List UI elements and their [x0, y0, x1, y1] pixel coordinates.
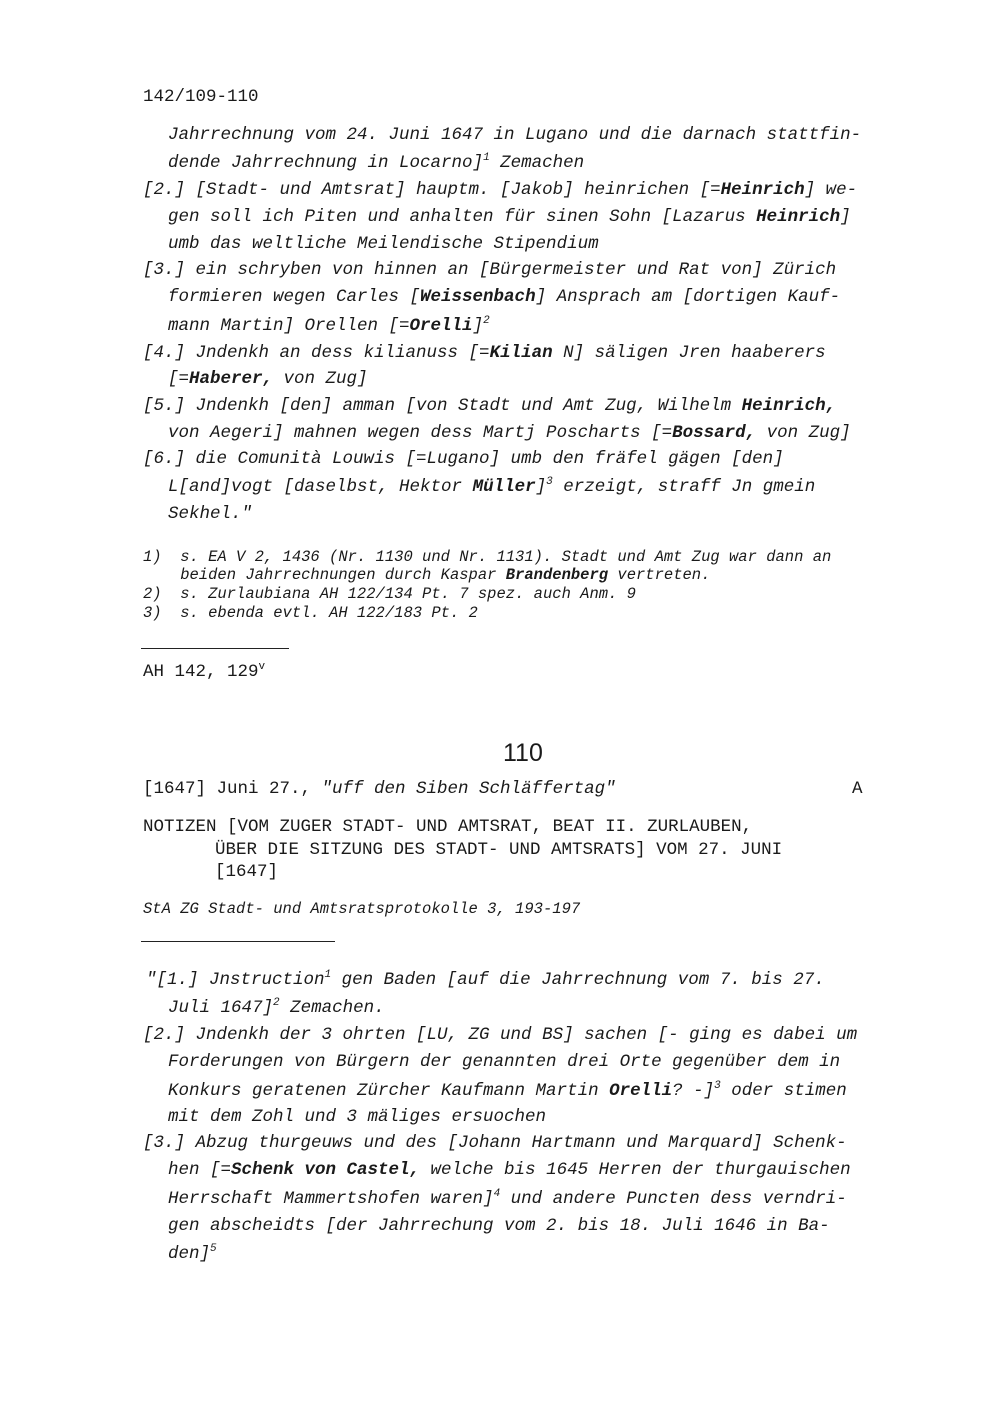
- text-line: [168, 371, 368, 389]
- text-span: [1647] Juni 27.,: [143, 779, 322, 799]
- text-line: [3.] Abzug thurgeuws und des [Johann Hartmann und Marquard] Schenk-: [143, 1133, 847, 1153]
- text-line: [168, 1162, 851, 1180]
- text-span: "uff den Siben Schläffertag": [321, 779, 616, 799]
- text-span: Herrschaft Mammertshofen waren]: [168, 1189, 494, 1209]
- text-span: Zemachen.: [279, 998, 385, 1018]
- text-line: umb das weltliche Meilendische Stipendium: [168, 234, 599, 254]
- text-line: Sekhel.": [168, 504, 253, 524]
- person-name: Haberer,: [189, 369, 274, 389]
- footnote-marker: 1: [324, 969, 332, 981]
- text-line: [2.] Jndenkh der 3 ohrten [LU, ZG und BS] sachen [- ging es dabei um: [143, 1025, 858, 1045]
- person-name: Heinrich: [720, 180, 805, 200]
- text-line: [168, 289, 840, 307]
- text-span: AH 142, 129: [143, 662, 259, 682]
- text-span: ] we-: [804, 180, 858, 200]
- document-number: 110: [503, 739, 543, 767]
- footnote: 2) s. Zurlaubiana AH 122/134 Pt. 7 spez. auch Anm. 9: [143, 585, 636, 603]
- person-name: Orelli: [409, 316, 473, 336]
- text-span: [4.] Jndenkh an dess kilianuss [=: [143, 343, 490, 363]
- text-span: von Zug]: [273, 369, 368, 389]
- text-line: [146, 969, 825, 990]
- text-span: oder stimen: [720, 1081, 847, 1101]
- document-source: StA ZG Stadt- und Amtsratsprotokolle 3, 193-197: [143, 900, 581, 918]
- text-span: gen Baden [auf die Jahrrechnung vom 7. bis 27.: [331, 970, 825, 990]
- person-name: Heinrich,: [741, 396, 837, 416]
- text-span: welche bis 1645 Herren der thurgauischen: [420, 1160, 851, 1180]
- text-span: ]: [535, 477, 547, 497]
- text-span: formieren wegen Carles [: [168, 287, 421, 307]
- footnote-marker: 3: [714, 1080, 721, 1092]
- text-line: [143, 182, 857, 200]
- text-line: [168, 152, 585, 173]
- text-line: Jahrrechnung vom 24. Juni 1647 in Lugano und die darnach stattfin-: [168, 125, 862, 145]
- footnote: [143, 568, 710, 584]
- text-span: Juli 1647]: [168, 998, 274, 1018]
- text-line: [168, 1080, 847, 1101]
- text-span: ]: [840, 207, 851, 227]
- text-line: [168, 1188, 847, 1209]
- footnote-marker: 2: [483, 315, 490, 327]
- text-span: beiden Jahrrechnungen durch Kaspar: [143, 566, 506, 584]
- superscript: v: [258, 661, 266, 673]
- text-span: hen [=: [168, 1160, 232, 1180]
- document-title: [1647]: [215, 862, 279, 882]
- archive-reference: [143, 661, 266, 682]
- text-line: [6.] die Comunità Louwis [=Lugano] umb den fräfel gägen [den]: [143, 449, 784, 469]
- person-name: Müller: [472, 477, 536, 497]
- text-span: [5.] Jndenkh [den] amman [von Stadt und Amt Zug, Wilhelm: [143, 396, 742, 416]
- text-span: ]: [472, 316, 484, 336]
- person-name: Weissenbach: [420, 287, 536, 307]
- footnote-marker: 5: [210, 1243, 217, 1255]
- footnote-marker: 2: [273, 997, 280, 1009]
- text-span: Zemachen: [489, 153, 585, 173]
- text-span: L[and]vogt [daselbst, Hektor: [168, 477, 473, 497]
- text-line: [3.] ein schryben von hinnen an [Bürgermeister und Rat von] Zürich: [143, 260, 837, 280]
- footnote-marker: 1: [483, 152, 490, 164]
- document-title: ÜBER DIE SITZUNG DES STADT- UND AMTSRATS] VOM 27. JUNI: [215, 840, 783, 860]
- text-span: erzeigt, straff Jn gmein: [552, 477, 816, 497]
- person-name: Kilian: [489, 343, 553, 363]
- document-title: NOTIZEN [VOM ZUGER STADT- UND AMTSRAT, BEAT II. ZURLAUBEN,: [143, 817, 753, 837]
- text-line: [168, 997, 385, 1018]
- text-line: [143, 345, 826, 363]
- text-span: ? -]: [672, 1081, 715, 1101]
- text-span: [=: [168, 369, 190, 389]
- text-line: [168, 425, 851, 443]
- text-span: vertreten.: [608, 566, 711, 584]
- person-name: Schenk von Castel,: [231, 1160, 421, 1180]
- text-span: von Zug]: [756, 423, 851, 443]
- text-span: "[1.] Jnstruction: [146, 970, 325, 990]
- text-line: Forderungen von Bürgern der genannten drei Orte gegenüber dem in: [168, 1052, 841, 1072]
- person-name: Orelli: [609, 1081, 673, 1101]
- text-line: [168, 476, 816, 497]
- text-span: ] Ansprach am [dortigen Kauf-: [535, 287, 841, 307]
- footnote: 1) s. EA V 2, 1436 (Nr. 1130 und Nr. 1131). Stadt und Amt Zug war dann an: [143, 548, 832, 566]
- person-name: Bossard,: [672, 423, 757, 443]
- page-reference: 142/109-110: [143, 87, 259, 107]
- text-span: N] säligen Jren haaberers: [552, 343, 826, 363]
- text-line: [143, 398, 836, 416]
- text-line: [168, 209, 851, 227]
- text-line: gen abscheidts [der Jahrrechung vom 2. bis 18. Juli 1646 in Ba-: [168, 1216, 830, 1236]
- separator-rule: [141, 648, 289, 649]
- text-span: [2.] [Stadt- und Amtsrat] hauptm. [Jakob] heinrichen [=: [143, 180, 721, 200]
- document-date: [143, 781, 616, 799]
- text-span: den]: [168, 1244, 211, 1264]
- footnote-marker: 3: [546, 476, 553, 488]
- document-kind: A: [852, 779, 863, 799]
- separator-rule: [141, 941, 335, 942]
- person-name: Heinrich: [756, 207, 841, 227]
- person-name: Brandenberg: [505, 566, 609, 584]
- text-line: [168, 1243, 217, 1264]
- footnote-marker: 4: [493, 1188, 501, 1200]
- text-span: mann Martin] Orellen [=: [168, 316, 410, 336]
- footnote: 3) s. ebenda evtl. AH 122/183 Pt. 2: [143, 604, 478, 622]
- text-span: gen soll ich Piten und anhalten für sinen Sohn [Lazarus: [168, 207, 757, 227]
- text-span: dende Jahrrechnung in Locarno]: [168, 153, 484, 173]
- text-span: Konkurs geratenen Zürcher Kaufmann Martin: [168, 1081, 610, 1101]
- text-span: und andere Puncten dess verndri-: [500, 1189, 847, 1209]
- text-span: von Aegeri] mahnen wegen dess Martj Poscharts [=: [168, 423, 673, 443]
- text-line: [168, 315, 490, 336]
- text-line: mit dem Zohl und 3 mäliges ersuochen: [168, 1107, 547, 1127]
